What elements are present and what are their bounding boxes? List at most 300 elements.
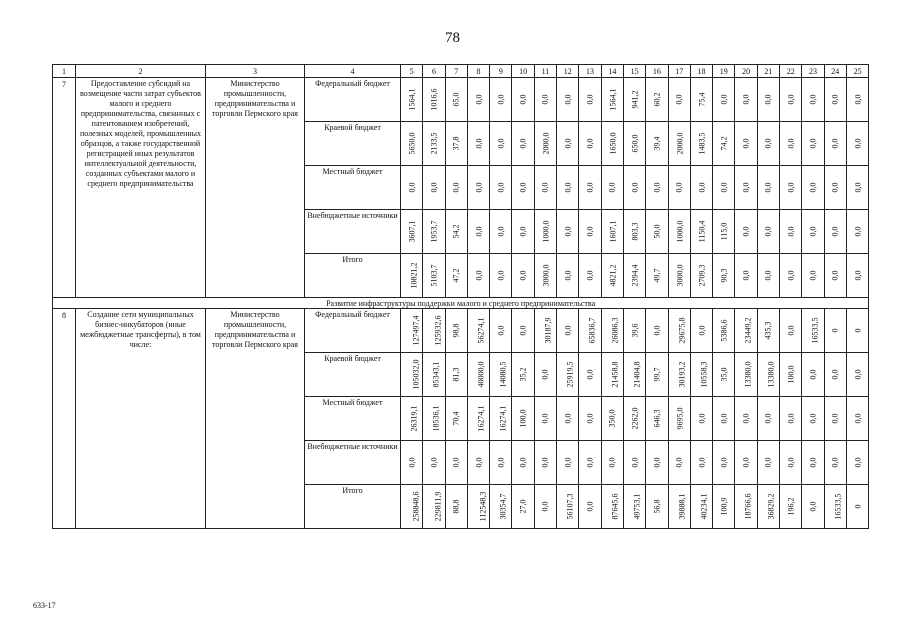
value-text: 2709,3 (697, 264, 707, 287)
value-text: 105032,0 (411, 359, 421, 390)
value-cell (490, 485, 512, 529)
value-text: 0,0 (563, 413, 573, 424)
value-cell (512, 353, 534, 397)
value-cell (401, 166, 423, 210)
value-cell (490, 397, 512, 441)
value-cell (668, 122, 690, 166)
value-text: 0,0 (652, 325, 662, 336)
value-text: 0,0 (763, 226, 773, 237)
value-cell (445, 210, 467, 254)
value-cell (824, 309, 846, 353)
value-text: 5650,0 (407, 132, 417, 155)
value-cell (690, 441, 712, 485)
column-number: 13 (579, 65, 601, 78)
value-text: 0,0 (563, 325, 573, 336)
value-text: 10558,3 (699, 361, 709, 388)
value-text: 49753,1 (632, 493, 642, 520)
value-cell (401, 309, 423, 353)
column-number: 23 (802, 65, 824, 78)
value-cell (512, 166, 534, 210)
column-number: 9 (490, 65, 512, 78)
value-cell (780, 210, 802, 254)
value-cell (579, 397, 601, 441)
value-cell (802, 166, 824, 210)
column-number: 17 (668, 65, 690, 78)
value-cell (780, 78, 802, 122)
value-cell (690, 397, 712, 441)
value-text: 87645,6 (610, 493, 620, 520)
value-cell (735, 309, 757, 353)
value-text: 21458,8 (610, 361, 620, 388)
value-text: 0 (853, 328, 863, 333)
value-cell (423, 78, 445, 122)
value-text: 1607,1 (608, 220, 618, 243)
value-cell (579, 254, 601, 298)
value-text: 1483,5 (697, 132, 707, 155)
value-cell (623, 78, 645, 122)
value-text: 0,0 (563, 94, 573, 105)
value-text: 0,0 (786, 182, 796, 193)
value-text: 0,0 (719, 182, 729, 193)
funding-source: Краевой бюджет (305, 122, 401, 166)
value-text: 26319,1 (409, 405, 419, 432)
measure-name: Создание сети муниципальных бизнес-инкубаторов (иные межбюджетные трансферты), в том числе: (76, 309, 206, 529)
value-text: 88,8 (451, 499, 461, 514)
value-text: 13380,0 (743, 361, 753, 388)
value-text: 0,0 (741, 226, 751, 237)
value-text: 0,0 (496, 457, 506, 468)
value-text: 0,0 (808, 457, 818, 468)
value-text: 75,4 (697, 92, 706, 107)
value-text: 0,0 (830, 413, 840, 424)
value-text: 9695,0 (675, 407, 685, 430)
value-text: 0,0 (563, 457, 573, 468)
column-number: 3 (206, 65, 305, 78)
value-text: 0,0 (496, 325, 506, 336)
value-cell (557, 441, 579, 485)
value-cell (623, 397, 645, 441)
value-text: 56274,1 (476, 317, 486, 344)
value-cell (735, 485, 757, 529)
value-cell (467, 122, 489, 166)
funding-source: Местный бюджет (305, 166, 401, 210)
value-cell (690, 485, 712, 529)
value-cell (423, 166, 445, 210)
value-text: 0,0 (674, 457, 684, 468)
source-row (53, 309, 869, 353)
value-text: 0,0 (853, 226, 863, 237)
value-cell (490, 309, 512, 353)
value-text: 98,8 (451, 323, 461, 338)
value-cell (646, 166, 668, 210)
value-cell (467, 441, 489, 485)
value-cell (646, 254, 668, 298)
value-cell (802, 397, 824, 441)
value-cell (557, 78, 579, 122)
value-text: 0,0 (719, 457, 729, 468)
value-text: 0,0 (830, 182, 840, 193)
value-text: 0,0 (786, 94, 796, 105)
value-cell (824, 397, 846, 441)
value-text: 1650,0 (608, 132, 618, 155)
value-text: 0,0 (674, 182, 684, 193)
value-cell (579, 353, 601, 397)
value-cell (557, 309, 579, 353)
value-text: 0,0 (518, 138, 528, 149)
value-cell (512, 210, 534, 254)
value-cell (467, 397, 489, 441)
value-cell (713, 485, 735, 529)
value-text: 0,0 (741, 138, 751, 149)
funding-source: Итого (305, 254, 401, 298)
value-text: 81,3 (451, 367, 461, 382)
funding-source: Внебюджетные источники (305, 210, 401, 254)
value-text: 100,0 (518, 409, 528, 428)
value-text: 0,0 (830, 457, 840, 468)
value-cell (423, 254, 445, 298)
value-cell (445, 254, 467, 298)
column-number: 15 (623, 65, 645, 78)
value-text: 0,0 (585, 501, 595, 512)
value-cell (445, 485, 467, 529)
value-cell (735, 397, 757, 441)
value-text: 0,0 (808, 413, 818, 424)
value-cell (557, 254, 579, 298)
value-cell (757, 485, 779, 529)
value-cell (735, 353, 757, 397)
value-cell (646, 210, 668, 254)
value-cell (579, 441, 601, 485)
value-text: 0,0 (540, 369, 550, 380)
value-text: 258848,6 (411, 491, 421, 522)
value-cell (534, 210, 556, 254)
value-cell (601, 78, 623, 122)
value-text: 0,0 (585, 369, 595, 380)
value-text: 14080,5 (498, 361, 508, 388)
value-cell (757, 78, 779, 122)
value-text: 0,0 (786, 138, 796, 149)
value-cell (690, 78, 712, 122)
value-cell (579, 210, 601, 254)
value-cell (757, 122, 779, 166)
value-text: 0,0 (853, 457, 863, 468)
value-cell (735, 78, 757, 122)
value-cell (713, 441, 735, 485)
value-cell (490, 254, 512, 298)
value-text: 60,2 (652, 92, 662, 107)
value-text: 0,0 (853, 369, 863, 380)
value-cell (445, 397, 467, 441)
value-text: 0,0 (563, 138, 573, 149)
value-text: 35,0 (719, 367, 729, 382)
value-cell (534, 166, 556, 210)
page-number: 78 (445, 30, 460, 46)
section-title: Развитие инфраструктуры поддержки малого и среднего предпринимательства (53, 298, 869, 309)
value-text: 40000,0 (476, 361, 486, 388)
value-text: 0,0 (630, 457, 640, 468)
value-cell (467, 309, 489, 353)
executor: Министерство промышленности, предпринимательства и торговли Пермского края (206, 78, 305, 298)
value-text: 0,0 (407, 457, 417, 468)
value-text: 0,0 (853, 182, 863, 193)
value-cell (713, 254, 735, 298)
value-cell (646, 309, 668, 353)
value-cell (780, 309, 802, 353)
value-text: 1564,1 (608, 88, 618, 111)
value-text: 3607,1 (407, 220, 417, 243)
value-text: 0,0 (830, 369, 840, 380)
value-text: 0,0 (518, 226, 528, 237)
value-cell (534, 485, 556, 529)
value-cell (802, 78, 824, 122)
value-text: 0,0 (786, 270, 796, 281)
value-text: 1150,4 (697, 220, 707, 243)
value-cell (401, 441, 423, 485)
value-cell (713, 78, 735, 122)
value-cell (623, 122, 645, 166)
value-text: 0,0 (697, 182, 706, 193)
value-cell (690, 122, 712, 166)
value-cell (646, 485, 668, 529)
value-cell (735, 254, 757, 298)
value-text: 0,0 (808, 270, 818, 281)
value-cell (423, 441, 445, 485)
value-text: 39,4 (652, 136, 662, 151)
value-cell (846, 441, 868, 485)
value-cell (646, 78, 668, 122)
value-cell (512, 397, 534, 441)
value-text: 0,0 (853, 270, 863, 281)
value-cell (668, 485, 690, 529)
column-number: 21 (757, 65, 779, 78)
value-text: 115,0 (719, 222, 729, 241)
value-text: 0,0 (763, 138, 773, 149)
value-text: 50,0 (652, 224, 662, 239)
value-cell (668, 353, 690, 397)
value-cell (713, 309, 735, 353)
value-cell (490, 166, 512, 210)
value-text: 0,0 (763, 413, 773, 424)
value-cell (401, 78, 423, 122)
value-text: 0,0 (697, 325, 706, 336)
value-text: 0,0 (585, 226, 595, 237)
value-text: 0,0 (540, 182, 550, 193)
value-cell (735, 122, 757, 166)
value-text: 229811,9 (433, 491, 443, 522)
value-text: 0,0 (697, 413, 706, 424)
value-cell (512, 78, 534, 122)
column-number: 25 (846, 65, 868, 78)
value-cell (467, 78, 489, 122)
value-cell (557, 210, 579, 254)
value-cell (623, 441, 645, 485)
value-cell (601, 210, 623, 254)
value-cell (423, 397, 445, 441)
value-text: 0,0 (474, 226, 484, 237)
value-text: 0,0 (808, 369, 818, 380)
value-cell (668, 309, 690, 353)
value-cell (401, 485, 423, 529)
value-cell (802, 122, 824, 166)
column-number: 1 (53, 65, 76, 78)
value-text: 10821,2 (409, 262, 419, 289)
value-cell (846, 210, 868, 254)
column-number: 24 (824, 65, 846, 78)
value-text: 0,0 (853, 138, 863, 149)
value-text: 0,0 (763, 94, 773, 105)
value-cell (713, 353, 735, 397)
value-text: 27,0 (518, 499, 528, 514)
value-text: 3000,0 (541, 264, 551, 287)
value-cell (467, 166, 489, 210)
funding-source: Краевой бюджет (305, 353, 401, 397)
value-cell (490, 122, 512, 166)
value-text: 2000,0 (541, 132, 551, 155)
value-cell (490, 210, 512, 254)
source-row (53, 78, 869, 122)
column-number: 12 (557, 65, 579, 78)
value-cell (757, 397, 779, 441)
value-cell (780, 122, 802, 166)
value-cell (579, 122, 601, 166)
value-text: 56,8 (652, 499, 662, 514)
value-text: 0,0 (674, 94, 684, 105)
value-text: 2394,4 (630, 264, 640, 287)
value-cell (824, 210, 846, 254)
value-cell (780, 441, 802, 485)
value-text: 90,3 (719, 268, 729, 283)
value-text: 0,0 (652, 182, 662, 193)
value-cell (824, 78, 846, 122)
column-number: 18 (690, 65, 712, 78)
value-cell (824, 353, 846, 397)
value-cell (735, 166, 757, 210)
value-cell (467, 254, 489, 298)
value-text: 0,0 (429, 457, 439, 468)
value-text: 37,8 (451, 136, 461, 151)
value-text: 0,0 (518, 182, 528, 193)
value-cell (802, 210, 824, 254)
value-cell (534, 441, 556, 485)
value-cell (757, 353, 779, 397)
value-text: 18536,1 (431, 405, 441, 432)
value-cell (490, 78, 512, 122)
value-text: 1953,7 (429, 220, 439, 243)
value-text: 100,0 (786, 365, 796, 384)
value-text: 803,3 (630, 222, 640, 241)
value-cell (757, 166, 779, 210)
value-cell (490, 353, 512, 397)
value-cell (802, 309, 824, 353)
value-text: 56107,3 (565, 493, 575, 520)
value-text: 0,0 (808, 182, 818, 193)
value-text: 0,0 (741, 182, 751, 193)
value-cell (423, 309, 445, 353)
value-cell (846, 78, 868, 122)
value-cell (512, 441, 534, 485)
value-cell (757, 254, 779, 298)
value-cell (534, 353, 556, 397)
value-text: 0,0 (786, 325, 796, 336)
value-cell (824, 254, 846, 298)
value-text: 30354,7 (498, 493, 508, 520)
value-cell (512, 254, 534, 298)
value-text: 0,0 (474, 270, 484, 281)
value-cell (401, 353, 423, 397)
value-text: 40234,1 (699, 493, 709, 520)
value-cell (623, 353, 645, 397)
value-text: 0,0 (652, 457, 662, 468)
value-cell (623, 210, 645, 254)
value-text: 0,0 (563, 226, 573, 237)
value-text: 99,7 (652, 367, 662, 382)
value-cell (802, 254, 824, 298)
value-text: 0,0 (407, 182, 417, 193)
value-text: 23449,2 (743, 317, 753, 344)
value-text: 0,0 (808, 226, 818, 237)
value-cell (534, 254, 556, 298)
value-cell (846, 122, 868, 166)
value-cell (780, 166, 802, 210)
value-text: 0,0 (518, 457, 528, 468)
value-text: 0,0 (474, 138, 484, 149)
value-text: 0,0 (429, 182, 439, 193)
value-cell (690, 210, 712, 254)
value-cell (780, 254, 802, 298)
value-text: 2000,0 (675, 132, 685, 155)
value-text: 650,0 (630, 134, 640, 153)
value-text: 0,0 (741, 457, 751, 468)
value-text: 0,0 (719, 94, 729, 105)
value-cell (557, 485, 579, 529)
value-cell (757, 309, 779, 353)
value-cell (534, 309, 556, 353)
value-cell (534, 122, 556, 166)
value-cell (557, 397, 579, 441)
value-cell (735, 441, 757, 485)
value-text: 0,0 (853, 413, 863, 424)
value-cell (780, 397, 802, 441)
document-code: 633-17 (33, 601, 56, 610)
column-number: 11 (534, 65, 556, 78)
value-cell (690, 166, 712, 210)
funding-source: Итого (305, 485, 401, 529)
value-cell (579, 309, 601, 353)
value-text: 65,0 (451, 92, 461, 107)
value-cell (846, 397, 868, 441)
value-text: 0,0 (474, 94, 484, 105)
value-cell (534, 397, 556, 441)
value-text: 0,0 (719, 413, 729, 424)
value-text: 1000,0 (675, 220, 685, 243)
value-text: 0,0 (741, 413, 751, 424)
value-cell (490, 441, 512, 485)
value-text: 0,0 (474, 457, 484, 468)
value-cell (423, 122, 445, 166)
funding-source: Местный бюджет (305, 397, 401, 441)
value-cell (467, 353, 489, 397)
value-text: 54,2 (451, 224, 461, 239)
value-text: 30193,2 (677, 361, 687, 388)
value-cell (646, 122, 668, 166)
value-cell (780, 485, 802, 529)
funding-source: Внебюджетные источники (305, 441, 401, 485)
value-text: 0,0 (585, 138, 595, 149)
value-cell (623, 309, 645, 353)
value-cell (846, 254, 868, 298)
value-text: 49,7 (652, 268, 662, 283)
value-text: 0,0 (786, 457, 796, 468)
